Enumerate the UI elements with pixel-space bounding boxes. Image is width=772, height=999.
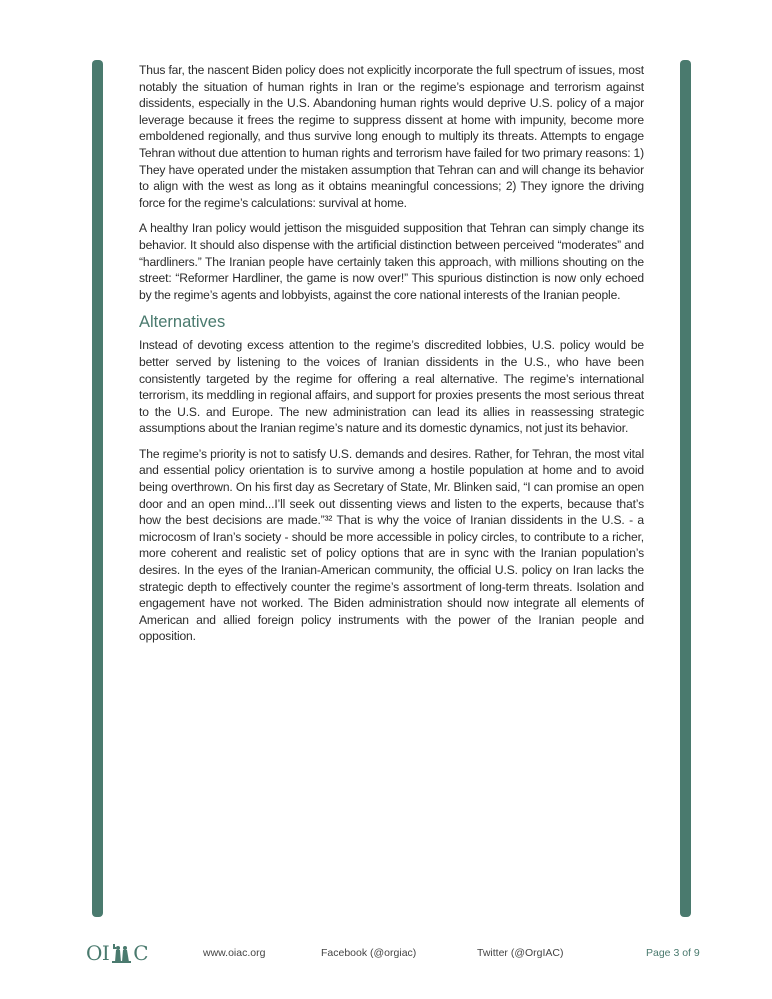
left-accent-bar	[92, 60, 103, 917]
section-heading-alternatives: Alternatives	[139, 313, 226, 332]
right-accent-bar	[680, 60, 691, 917]
twitter-link[interactable]: Twitter (@OrgIAC)	[477, 947, 564, 959]
article-body	[139, 62, 644, 654]
website-link[interactable]: www.oiac.org	[203, 947, 266, 959]
body-paragraph-2: A healthy Iran policy would jettison the misguided supposition that Tehran can simply change its behavior. It should also dispense with the artificial distinction between perceived “moderates” and “hardliners.” The Iranian people have certainly taken this approach, with millions shouting on the street: “Reformer Hardliner, the game is now over!” This spurious distinction is now only echoed by the regime’s agents and lobbyists, against the core national interests of the Iranian people.	[139, 221, 644, 302]
facebook-link[interactable]: Facebook (@orgiac)	[321, 947, 417, 959]
body-paragraph-4: The regime’s priority is not to satisfy U.S. demands and desires. Rather, for Tehran, the most vital and essential policy orientation is to survive among a hostile population at home and to avoid being overthrown. On his first day as Secretary of State, Mr. Blinken said, “I can promise an open door and an open mind...I’ll seek out dissenting views and listen to the experts, because that’s how the best decisions are made.”³² That is why the voice of Iranian dissidents in the U.S. - a microcosm of Iran’s society - should be more accessible in policy circles, to contribute to a richer, more coherent and realistic set of policy options that are in sync with the Iranian population’s desires. In the eyes of the Iranian-American community, the official U.S. policy on Iran lacks the strategic depth to effectively counter the regime’s assortment of long-term threats. Isolation and engagement have not worked. The Biden administration should now integrate all elements of American and allied foreign policy instruments with the power of the Iranian people and opposition.	[139, 446, 644, 644]
page-footer	[0, 938, 772, 972]
body-paragraph-1: Thus far, the nascent Biden policy does not explicitly incorporate the full spectrum of issues, most notably the situation of human rights in Iran or the regime’s espionage and terrorism against dissidents, especially in the U.S. Abandoning human rights would deprive U.S. policy of a major leverage because it frees the regime to suppress dissent at home with impunity, become more emboldened regionally, and thus survive long enough to multiply its threats. Attempts to engage Tehran without due attention to human rights and terrorism have failed for two primary reasons: 1) They have operated under the mistaken assumption that Tehran can and will change its behavior to align with the west as long as it obtains meaningful concessions; 2) They ignore the driving force for the regime’s calculations: survival at home.	[139, 63, 644, 210]
body-paragraph-3: Instead of devoting excess attention to the regime’s discredited lobbies, U.S. policy would be better served by listening to the voices of Iranian dissidents in the U.S., who have been consistently targeted by the regime for offering a real alternative. The regime’s international terrorism, its meddling in regional affairs, and support for proxies presents the most serious threat to the U.S. and Europe. The new administration can lead its allies in reassessing strategic assumptions about the Iranian regime’s nature and its domestic dynamics, not just its behavior.	[139, 338, 644, 436]
oiac-logo	[86, 942, 148, 964]
page-number: Page 3 of 9	[646, 947, 700, 959]
logo-text-left: OI	[86, 941, 110, 965]
logo-text-right: C	[133, 941, 149, 965]
liberty-figures-icon	[109, 942, 133, 964]
